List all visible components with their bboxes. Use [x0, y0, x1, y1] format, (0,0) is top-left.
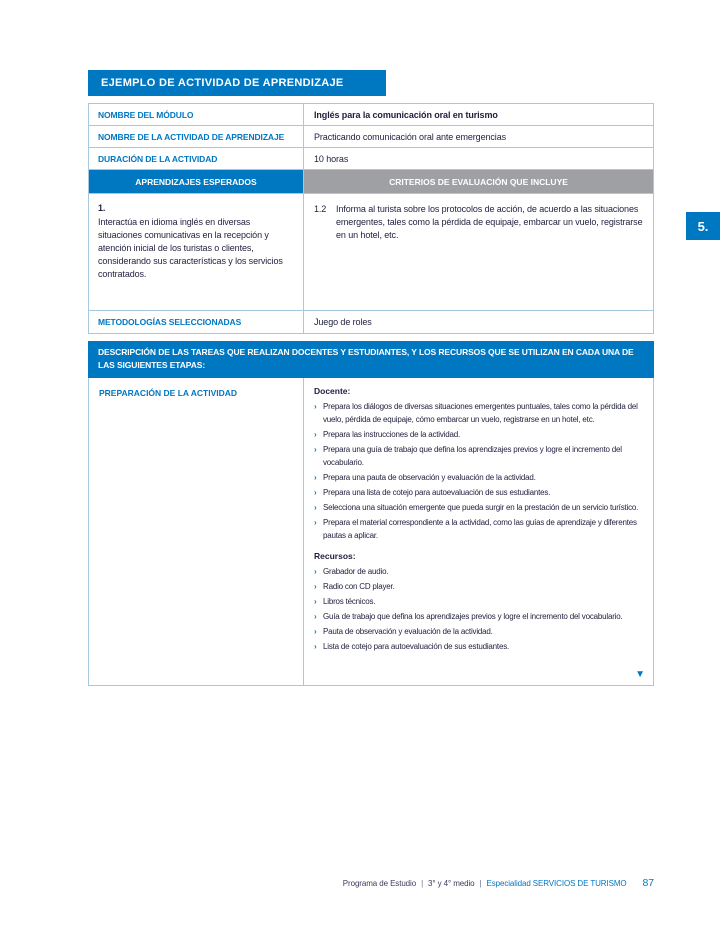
- bullet-icon: ›: [314, 597, 317, 606]
- table-row-metodologias: [89, 311, 653, 333]
- docente-title: Docente:: [314, 386, 351, 396]
- footer-program: Programa de Estudio: [342, 878, 417, 888]
- metodologias-value: Juego de roles: [314, 317, 372, 327]
- table-header-row: [89, 170, 653, 194]
- list-item: [314, 486, 645, 499]
- list-item-text: Lista de cotejo para autoevaluación de sus estudiantes.: [323, 642, 510, 651]
- bullet-icon: ›: [314, 503, 317, 512]
- list-item-text: Prepara una guía de trabajo que defina los aprendizajes previos y logre el incremento del vocabulario.: [323, 445, 622, 467]
- duracion-label: DURACIÓN DE LA ACTIVIDAD: [89, 148, 304, 169]
- list-item-text: Prepara una pauta de observación y evaluación de la actividad.: [323, 473, 536, 482]
- list-item: [314, 516, 645, 542]
- list-item: [314, 471, 645, 484]
- list-item-text: Selecciona una situación emergente que pueda surgir en la prestación de un servicio turístico.: [323, 503, 639, 512]
- activity-table: [88, 103, 654, 334]
- section-title: EJEMPLO DE ACTIVIDAD DE APRENDIZAJE: [101, 77, 344, 89]
- list-item-text: Prepara las instrucciones de la actividad.: [323, 430, 461, 439]
- list-item: [314, 400, 645, 426]
- chapter-tab: [686, 212, 720, 240]
- bullet-icon: ›: [314, 518, 317, 527]
- list-item: [314, 428, 645, 441]
- table-row-aprendizaje: [89, 194, 653, 311]
- list-item: [314, 443, 645, 469]
- bullet-icon: ›: [314, 567, 317, 576]
- bullet-icon: ›: [314, 430, 317, 439]
- list-item-text: Guía de trabajo que defina los aprendizajes previos y logre el incremento del vocabulario.: [323, 612, 623, 621]
- list-item-text: Prepara el material correspondiente a la actividad, como las guías de aprendizaje y diferentes pautas a aplicar.: [323, 518, 637, 540]
- table-row-duracion: [89, 148, 653, 170]
- actividad-value: Practicando comunicación oral ante emergencias: [314, 131, 507, 142]
- recursos-title: Recursos:: [314, 551, 356, 561]
- list-item: [314, 610, 645, 623]
- metodologias-label: METODOLOGÍAS SELECCIONADAS: [89, 311, 304, 333]
- criterio-text: Informa al turista sobre los protocolos de acción, de acuerdo a las situaciones emergentes, tales como la pérdida de equipaje, embarcar un vuelo, registrarse en un hotel, etc.: [336, 204, 643, 240]
- list-item: [314, 501, 645, 514]
- footer-separator: |: [421, 878, 424, 888]
- list-item-text: Radio con CD player.: [323, 582, 395, 591]
- list-item-text: Prepara los diálogos de diversas situaciones emergentes puntuales, tales como la pérdida del vuelo, pérdida de equipaje, cómo embarcar un vuelo, registrarse en un hotel, etc.: [323, 402, 638, 424]
- chapter-number: 5.: [697, 218, 709, 234]
- aprendizaje-number: 1.: [98, 203, 106, 213]
- page-footer: [343, 877, 654, 889]
- table-row-modulo: [89, 104, 653, 126]
- bullet-icon: ›: [314, 488, 317, 497]
- list-item-text: Prepara una lista de cotejo para autoevaluación de sus estudiantes.: [323, 488, 551, 497]
- footer-specialty: Especialidad SERVICIOS DE TURISMO: [486, 878, 627, 888]
- bullet-icon: ›: [314, 642, 317, 651]
- section-title-badge: [88, 70, 386, 96]
- description-banner: DESCRIPCIÓN DE LAS TAREAS QUE REALIZAN DOCENTES Y ESTUDIANTES, Y LOS RECURSOS QUE SE UTILIZAN EN CADA UNA DE LAS SIGUIENTES ETAPAS:: [88, 341, 654, 378]
- continuation-arrow-icon: ▼: [635, 669, 645, 680]
- bullet-icon: ›: [314, 402, 317, 411]
- bullet-icon: ›: [314, 473, 317, 482]
- aprendizaje-cell: [89, 194, 304, 310]
- criterio-item: [314, 203, 643, 242]
- list-item: [314, 580, 645, 593]
- footer-grade: 3° y 4° medio: [428, 878, 475, 888]
- list-item: [314, 565, 645, 578]
- list-item-text: Pauta de observación y evaluación de la actividad.: [323, 627, 493, 636]
- list-item: [314, 640, 645, 653]
- list-item: [314, 625, 645, 638]
- page-number: 87: [642, 877, 654, 889]
- preparation-label: PREPARACIÓN DE LA ACTIVIDAD: [89, 378, 304, 685]
- preparation-row: [88, 378, 654, 686]
- aprendizajes-header: APRENDIZAJES ESPERADOS: [89, 170, 304, 193]
- bullet-icon: ›: [314, 582, 317, 591]
- footer-separator: |: [479, 878, 482, 888]
- actividad-label: NOMBRE DE LA ACTIVIDAD DE APRENDIZAJE: [89, 126, 304, 147]
- modulo-value: Inglés para la comunicación oral en turismo: [314, 109, 498, 120]
- criterio-cell: [304, 194, 653, 310]
- table-row-actividad: [89, 126, 653, 148]
- bullet-icon: ›: [314, 612, 317, 621]
- document-content: [88, 70, 654, 686]
- criterio-number: 1.2: [314, 204, 327, 214]
- modulo-label: NOMBRE DEL MÓDULO: [89, 104, 304, 125]
- duracion-value: 10 horas: [314, 153, 349, 164]
- aprendizaje-text: Interactúa en idioma inglés en diversas situaciones comunicativas en la recepción y atención inicial de los turistas o clientes, considerando sus características y los servicios contratados.: [98, 217, 283, 279]
- list-item-text: Libros técnicos.: [323, 597, 376, 606]
- preparation-body: [304, 378, 653, 685]
- list-item: [314, 595, 645, 608]
- bullet-icon: ›: [314, 445, 317, 454]
- criterios-header: CRITERIOS DE EVALUACIÓN QUE INCLUYE: [304, 170, 653, 193]
- list-item-text: Grabador de audio.: [323, 567, 389, 576]
- bullet-icon: ›: [314, 627, 317, 636]
